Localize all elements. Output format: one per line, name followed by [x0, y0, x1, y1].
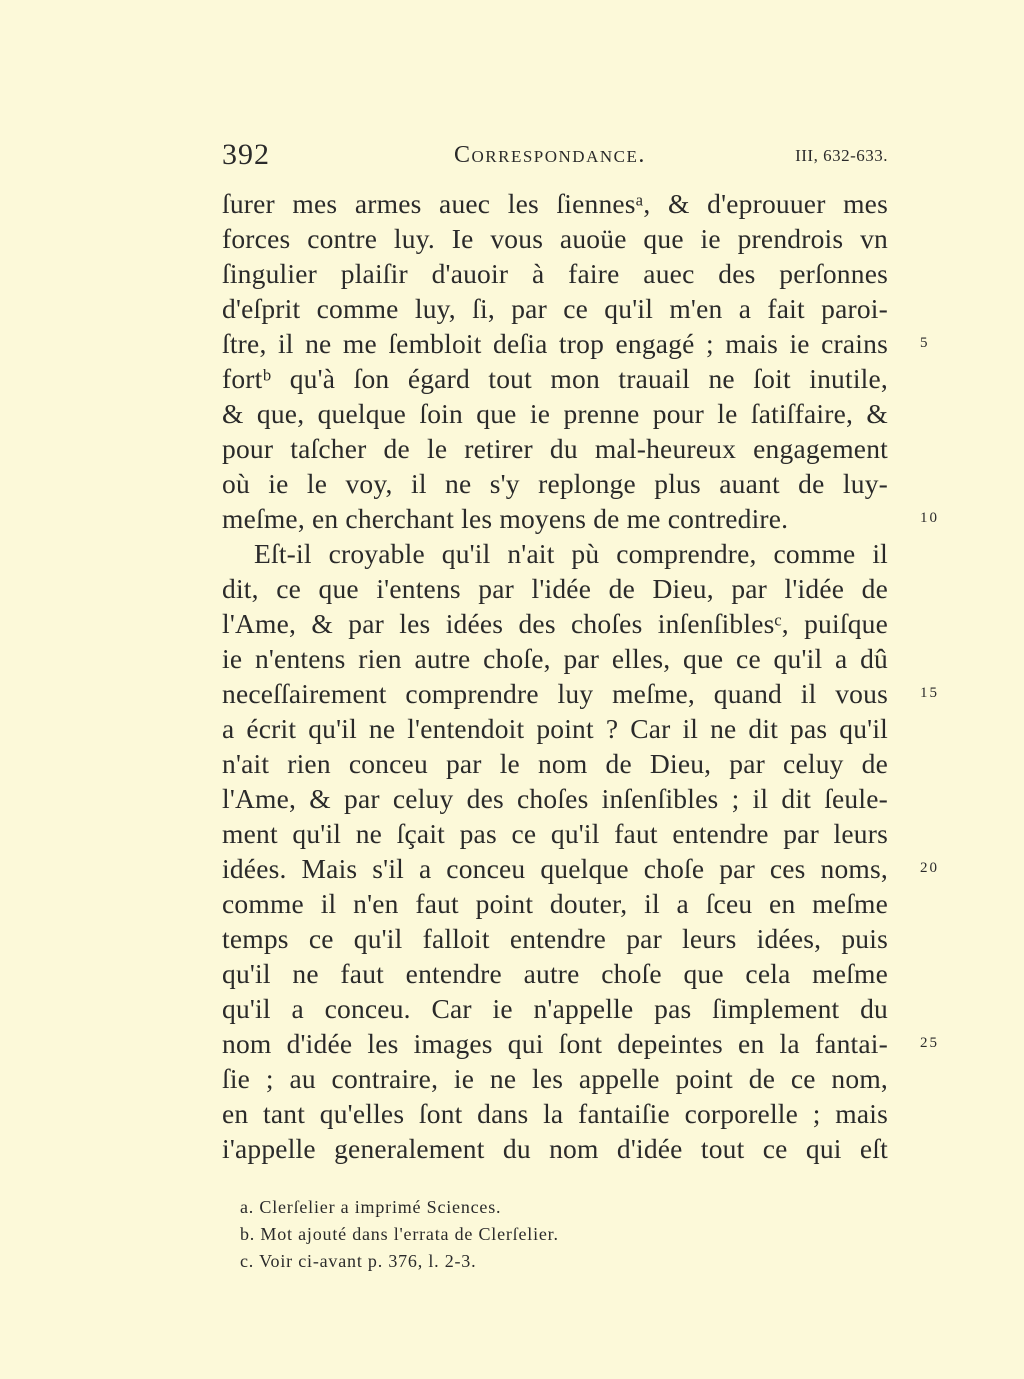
text-line: dit, ce que i'entens par l'idée de Dieu, par l'idée de — [222, 573, 888, 604]
page-reference: III, 632-633. — [795, 146, 888, 165]
page-number: 392 — [222, 138, 270, 171]
text-line: ſurer mes armes auec les ſiennesᵃ, & d'eprouuer mes — [222, 188, 888, 219]
text-line: qu'il ne faut entendre autre choſe que cela meſme — [222, 958, 888, 989]
text-line: ſingulier plaiſir d'auoir à faire auec des perſonnes — [222, 258, 888, 289]
footnote-marker: a. — [240, 1197, 255, 1217]
text-line: où ie le voy, il ne s'y replonge plus auant de luy- — [222, 468, 888, 499]
text-line: pour taſcher de le retirer du mal-heureux engagement — [222, 433, 888, 464]
footnotes — [240, 1194, 840, 1275]
line-number: 5 — [920, 335, 930, 351]
footnote — [240, 1194, 840, 1221]
text-line: idées. Mais s'il a conceu quelque choſe par ces noms, 20 — [222, 851, 888, 886]
footnote-marker: b. — [240, 1224, 256, 1244]
line-number: 20 — [920, 860, 939, 876]
text-line: a écrit qu'il ne l'entendoit point ? Car il ne dit pas qu'il — [222, 713, 888, 744]
running-title: Correspondance. — [454, 142, 646, 168]
footnote-text: Voir ci-avant p. 376, l. 2-3. — [259, 1251, 477, 1271]
line-number: 25 — [920, 1035, 939, 1051]
text-line: i'appelle generalement du nom d'idée tout ce qui eſt — [222, 1133, 888, 1164]
text-line: ie n'entens rien autre choſe, par elles, que ce qu'il a dû — [222, 643, 888, 674]
text-line: ſtre, il ne me ſembloit deſia trop engagé ; mais ie crains 5 — [222, 326, 888, 361]
text-line: d'eſprit comme luy, ſi, par ce qu'il m'en a fait paroi- — [222, 293, 888, 324]
page-header — [222, 138, 888, 174]
text-line: qu'il a conceu. Car ie n'appelle pas ſimplement du — [222, 993, 888, 1024]
text-line: forces contre luy. Ie vous auoüe que ie prendrois vn — [222, 223, 888, 254]
text-line: comme il n'en faut point douter, il a ſceu en meſme — [222, 888, 888, 919]
text-line: nom d'idée les images qui ſont depeintes en la fantai- 25 — [222, 1026, 888, 1061]
line-number: 15 — [920, 685, 939, 701]
line-number: 10 — [920, 510, 939, 526]
text-line: l'Ame, & par les idées des choſes inſenſiblesᶜ, puiſque — [222, 608, 888, 639]
footnote — [240, 1248, 840, 1275]
text-line: temps ce qu'il falloit entendre par leurs idées, puis — [222, 923, 888, 954]
text-line: & que, quelque ſoin que ie prenne pour le ſatiſfaire, & — [222, 398, 888, 429]
footnote — [240, 1221, 840, 1248]
text-line: ſie ; au contraire, ie ne les appelle point de ce nom, — [222, 1063, 888, 1094]
body-text — [222, 186, 939, 1166]
text-line: n'ait rien conceu par le nom de Dieu, par celuy de — [222, 748, 888, 779]
text-line: Eſt-il croyable qu'il n'ait pù comprendre, comme il — [254, 538, 888, 569]
text-line: ment qu'il ne ſçait pas ce qu'il faut entendre par leurs — [222, 818, 888, 849]
text-line: meſme, en cherchant les moyens de me contredire. 10 — [222, 501, 888, 536]
footnote-marker: c. — [240, 1251, 255, 1271]
text-line: neceſſairement comprendre luy meſme, quand il vous 15 — [222, 676, 888, 711]
text-line: fortᵇ qu'à ſon égard tout mon trauail ne ſoit inutile, — [222, 363, 888, 394]
footnote-text: Mot ajouté dans l'errata de Clerſelier. — [260, 1224, 559, 1244]
text-line: l'Ame, & par celuy des choſes inſenſibles ; il dit ſeule- — [222, 783, 888, 814]
footnote-text: Clerſelier a imprimé Sciences. — [259, 1197, 502, 1217]
text-line: en tant qu'elles ſont dans la fantaiſie corporelle ; mais — [222, 1098, 888, 1129]
